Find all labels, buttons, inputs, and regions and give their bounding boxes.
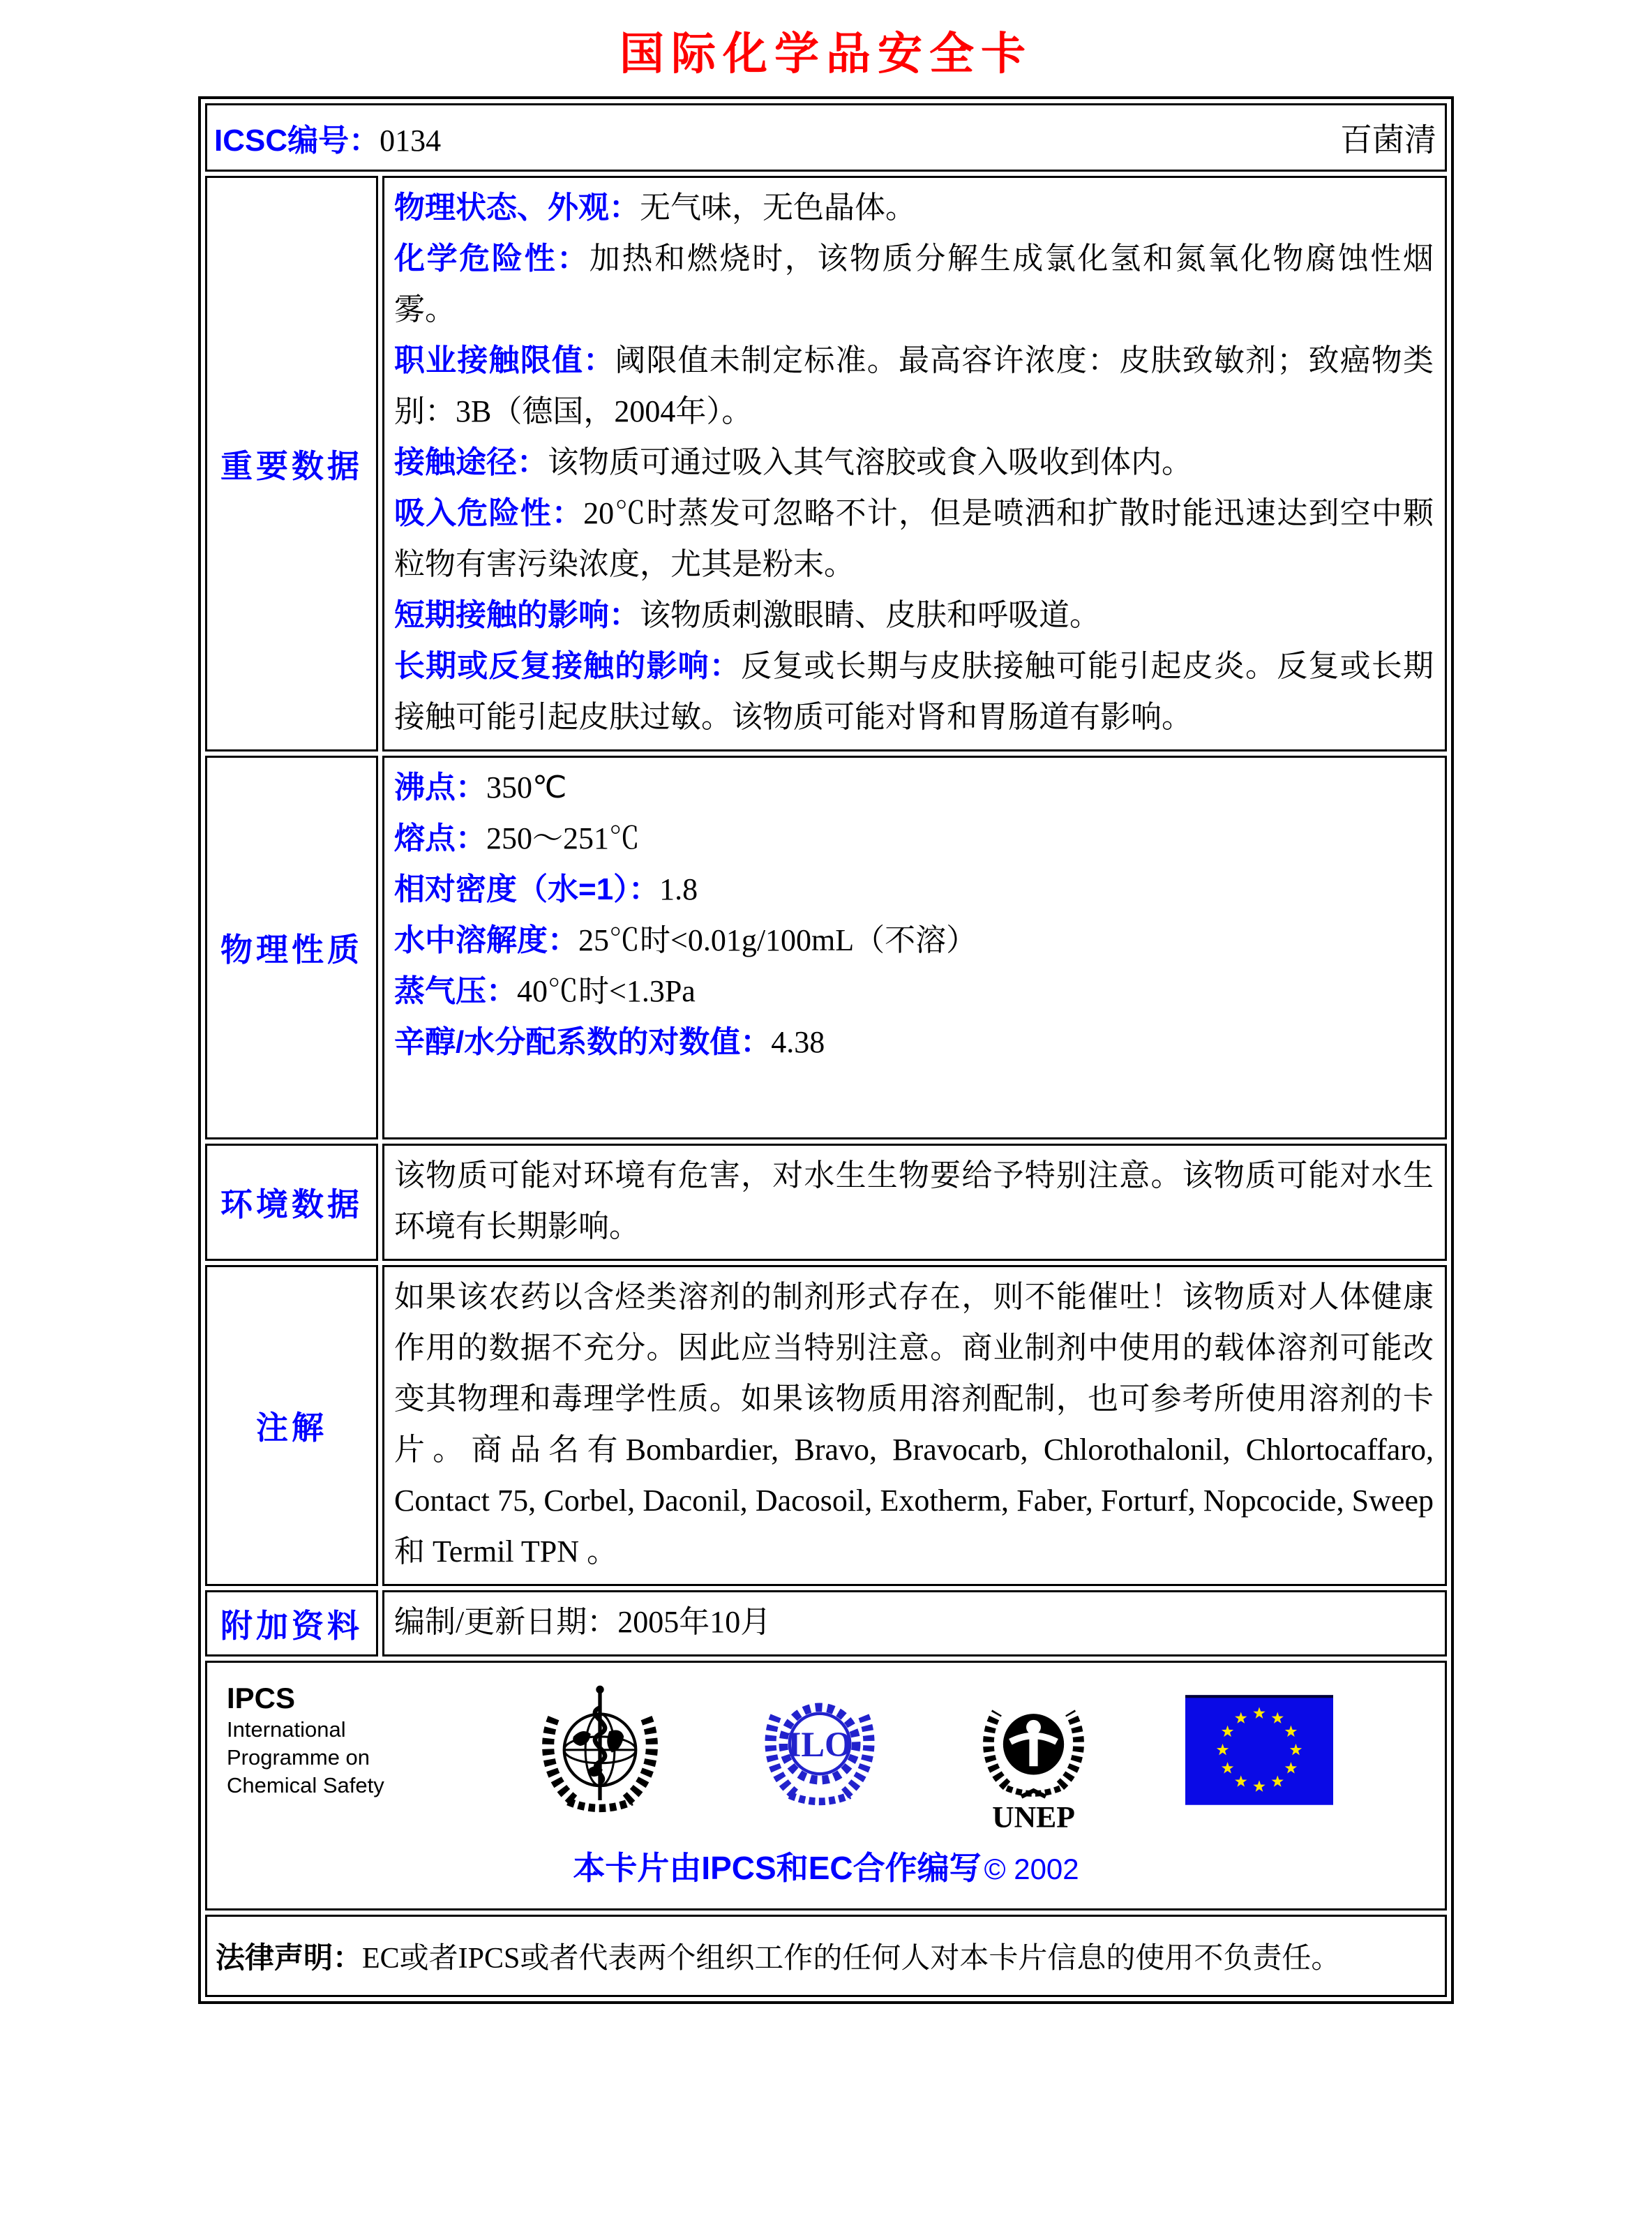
item-label: 接触途径： xyxy=(394,445,548,479)
item-label: 编制/更新日期： xyxy=(394,1605,618,1639)
legal-cell xyxy=(205,1915,1447,1997)
item-text: 无气味，无色晶体。 xyxy=(640,190,916,225)
item-label: 相对密度（水=1）： xyxy=(394,872,660,906)
header-row xyxy=(205,103,1447,172)
logos-strip xyxy=(207,1663,1445,1834)
additional-item xyxy=(394,1596,1434,1647)
item-text: 该物质刺激眼睛、皮肤和呼吸道。 xyxy=(640,598,1100,632)
header-cell xyxy=(205,103,1447,172)
who-logo-icon xyxy=(534,1681,666,1814)
item-label: 辛醇/水分配系数的对数值： xyxy=(394,1025,772,1059)
physical-item xyxy=(394,915,1434,966)
item-label: 熔点： xyxy=(394,821,486,855)
ipcs-subtitle-line: Programme on xyxy=(227,1745,370,1770)
ipcs-block xyxy=(227,1681,443,1800)
important-data-row xyxy=(205,176,1447,751)
ipcs-subtitle-line: International xyxy=(227,1717,346,1742)
organizations-cell xyxy=(205,1661,1447,1910)
unep-logo-text: UNEP xyxy=(992,1800,1076,1834)
item-text: 加热和燃烧时，该物质分解生成氯化氢和氮氧化物腐蚀性烟雾。 xyxy=(394,241,1434,327)
item-text: 25℃时<0.01g/100mL（不溶） xyxy=(578,923,977,957)
item-text: 2005年10月 xyxy=(617,1605,772,1639)
item-text: 阈限值未制定标准。最高容许浓度：皮肤致敏剂；致癌物类别：3B（德国，2004年）。 xyxy=(394,343,1434,428)
item-label: 长期或反复接触的影响： xyxy=(394,649,742,683)
notes-content xyxy=(382,1265,1447,1586)
physical-properties-row xyxy=(205,756,1447,1139)
legal-row xyxy=(205,1915,1447,1997)
physical-item xyxy=(394,813,1434,864)
row-label-notes: 注解 xyxy=(205,1265,378,1586)
item-text: 250～251℃ xyxy=(486,821,640,855)
environmental-data-content xyxy=(382,1144,1447,1261)
physical-item xyxy=(394,1017,1434,1068)
row-label-environmental-data: 环境数据 xyxy=(205,1144,378,1261)
important-item xyxy=(394,488,1434,590)
ipcs-acronym: IPCS xyxy=(227,1682,296,1714)
row-label-additional-info: 附加资料 xyxy=(205,1590,378,1657)
legal-label: 法律声明： xyxy=(216,1941,363,1974)
environmental-data-row xyxy=(205,1144,1447,1261)
row-label-physical-properties: 物理性质 xyxy=(205,756,378,1139)
ipcs-subtitle-line: Chemical Safety xyxy=(227,1773,384,1797)
item-label: 沸点： xyxy=(394,770,486,805)
important-data-content xyxy=(382,176,1447,751)
item-label: 职业接触限值： xyxy=(394,343,615,377)
important-item xyxy=(394,437,1434,488)
additional-info-content xyxy=(382,1590,1447,1657)
physical-properties-content xyxy=(382,756,1447,1139)
item-text: 4.38 xyxy=(771,1025,825,1059)
credit-year: © 2002 xyxy=(984,1853,1079,1885)
notes-row xyxy=(205,1265,1447,1586)
item-text: 该物质可通过吸入其气溶胶或食入吸收到体内。 xyxy=(548,445,1192,479)
ilo-logo-icon xyxy=(757,1681,883,1807)
icsc-number xyxy=(214,115,441,160)
notes-text: 如果该农药以含烃类溶剂的制剂形式存在，则不能催吐！该物质对人体健康作用的数据不充分。因此应当特别注意。商业制剂中使用的载体溶剂可能改变其物理和毒理学性质。如果该物质用溶剂配制，也可参考所使用溶剂的卡片。商品名有Bombardier, Bravo, Bravocarb, Chlorothalonil, Chlortocaffaro, Contact 75, Corbel, Daconil, Dacosoil, Exotherm, Faber, Forturf, Nopcocide, Sweep 和 Termil TPN 。 xyxy=(394,1280,1434,1569)
important-item xyxy=(394,590,1434,641)
icsc-card-table xyxy=(198,96,1454,2004)
item-label: 水中溶解度： xyxy=(394,923,578,957)
important-item xyxy=(394,233,1434,335)
additional-info-row xyxy=(205,1590,1447,1657)
item-text: 反复或长期与皮肤接触可能引起皮炎。反复或长期接触可能引起皮肤过敏。该物质可能对肾和胃肠道有影响。 xyxy=(394,649,1434,734)
item-label: 吸入危险性： xyxy=(394,496,584,530)
item-text: 350℃ xyxy=(486,770,567,805)
item-label: 化学危险性： xyxy=(394,241,590,276)
important-item xyxy=(394,335,1434,437)
item-label: 物理状态、外观： xyxy=(394,190,640,225)
item-label: 蒸气压： xyxy=(394,974,517,1008)
credit-line xyxy=(207,1843,1445,1889)
credit-text: 本卡片由IPCS和EC合作编写 xyxy=(573,1850,982,1886)
physical-item xyxy=(394,966,1434,1017)
physical-item xyxy=(394,762,1434,813)
eu-flag-icon xyxy=(1185,1695,1333,1805)
important-item xyxy=(394,641,1434,742)
organizations-row xyxy=(205,1661,1447,1910)
item-label: 短期接触的影响： xyxy=(394,598,640,632)
chemical-name: 百菌清 xyxy=(1340,122,1436,158)
item-text: 1.8 xyxy=(659,872,698,906)
ilo-logo-text: ILO xyxy=(787,1725,852,1764)
legal-text: EC或者IPCS或者代表两个组织工作的任何人对本卡片信息的使用不负责任。 xyxy=(362,1943,1341,1975)
important-item xyxy=(394,182,1434,233)
environment-text: 该物质可能对环境有危害，对水生生物要给予特别注意。该物质可能对水生环境有长期影响。 xyxy=(394,1158,1434,1243)
item-text: 40℃时<1.3Pa xyxy=(517,974,696,1008)
row-label-important-data: 重要数据 xyxy=(205,176,378,751)
icsc-number-value: 0134 xyxy=(380,124,442,158)
unep-logo-icon xyxy=(973,1681,1095,1834)
item-text: 20℃时蒸发可忽略不计，但是喷洒和扩散时能迅速达到空中颗粒物有害污染浓度，尤其是粉末。 xyxy=(394,496,1434,581)
icsc-number-label: ICSC编号： xyxy=(214,124,380,158)
physical-item xyxy=(394,864,1434,915)
page-title: 国际化学品安全卡 xyxy=(620,29,1032,79)
